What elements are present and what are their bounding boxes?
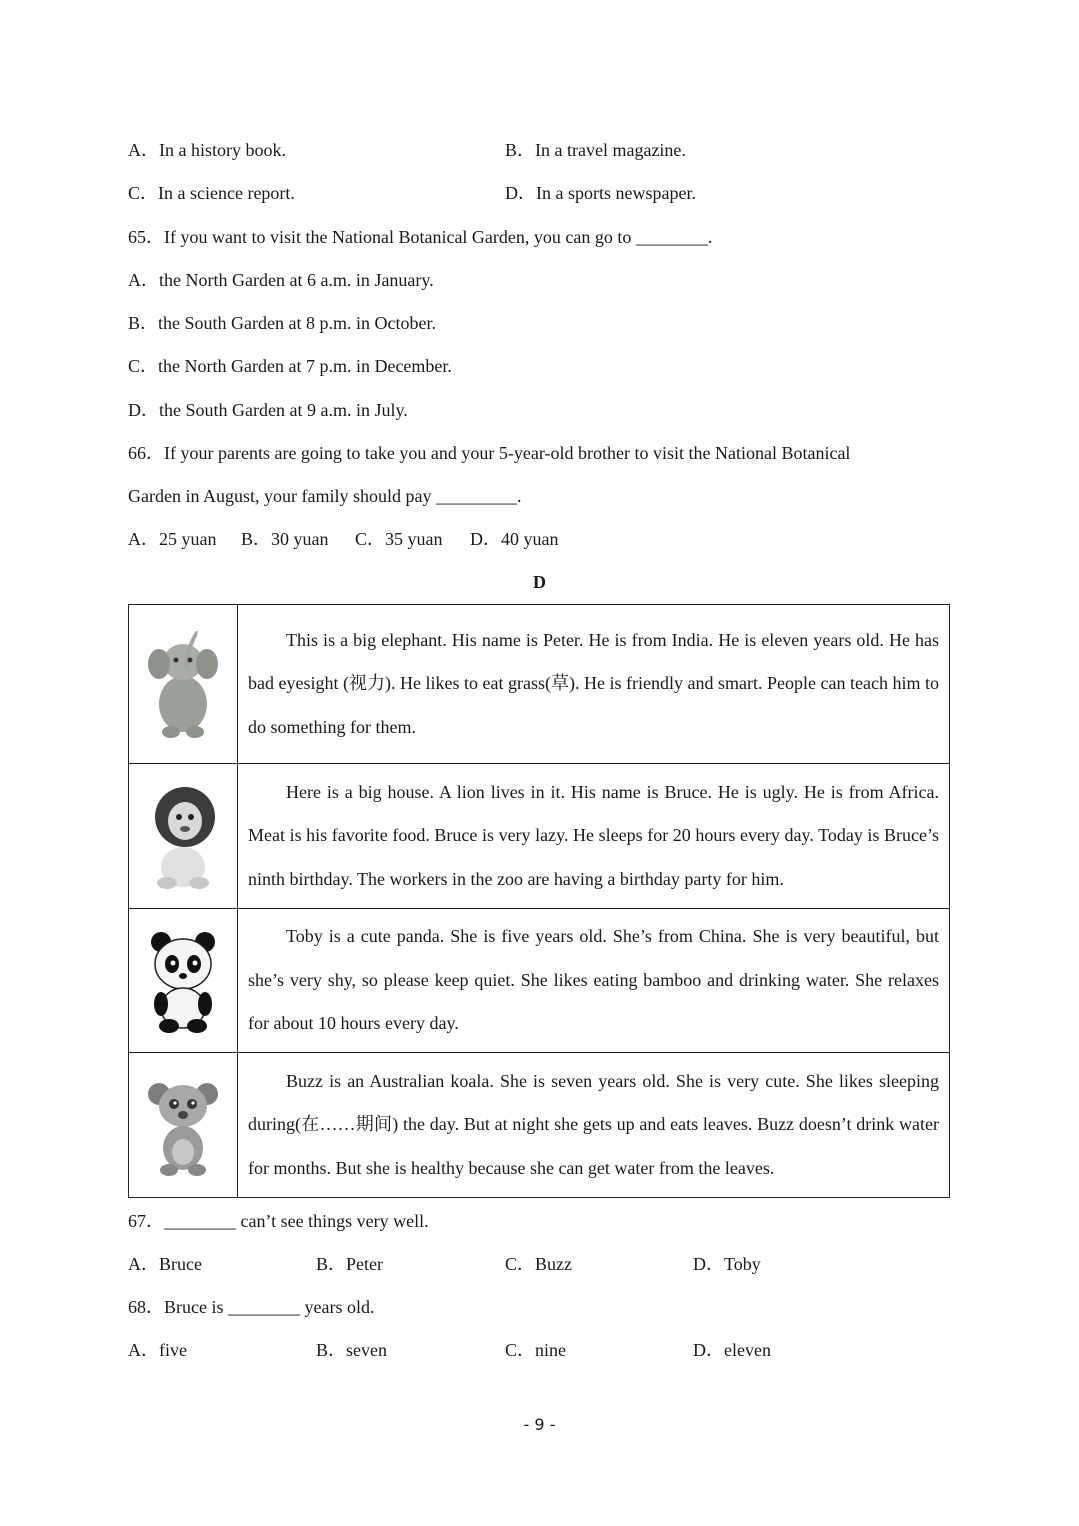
animal-text-lion: Here is a big house. A lion lives in it. His name is Bruce. He is ugly. He is from Africa. Meat is his favorite food. Bruce is very lazy. He sleeps for 20 hours every day. Today is Bruce’s ninth birthday. The workers in the zoo are having a birthday party for him. xyxy=(248,781,939,889)
q66-option-b: B．30 yuan xyxy=(241,529,329,549)
q65-option-a: A．the North Garden at 6 a.m. in January. xyxy=(128,270,434,290)
q66-stem-line1: 66．If your parents are going to take you and your 5-year-old brother to visit the National Botanical xyxy=(128,443,851,463)
q65-stem: 65．If you want to visit the National Botanical Garden, you can go to ________. xyxy=(128,227,713,247)
q68-option-b: B．seven xyxy=(316,1340,387,1360)
q68-option-a: A．five xyxy=(128,1340,187,1360)
koala-icon xyxy=(147,1072,219,1178)
q64-option-d: D．In a sports newspaper. xyxy=(505,183,696,203)
table-cell-text xyxy=(238,764,950,909)
q67-option-b: B．Peter xyxy=(316,1254,383,1274)
table-cell-text xyxy=(238,909,950,1053)
table-cell-image xyxy=(129,1053,238,1198)
animal-text-panda: Toby is a cute panda. She is five years old. She’s from China. She is very beautiful, but she’s very shy, so please keep quiet. She likes eating bamboo and drinking water. She relaxes for about 10 hours every day. xyxy=(248,926,939,1034)
q66-stem-line2: Garden in August, your family should pay _________. xyxy=(128,486,522,506)
panda-icon xyxy=(145,928,221,1034)
section-label: D xyxy=(533,572,546,592)
table-cell-text xyxy=(238,1053,950,1198)
table-cell-text xyxy=(238,605,950,764)
table-row xyxy=(129,909,950,1053)
table-cell-image xyxy=(129,764,238,909)
table-cell-image xyxy=(129,909,238,1053)
animal-text-elephant: This is a big elephant. His name is Peter. He is from India. He is eleven years old. He has bad eyesight (视力). He likes to eat grass(草). He is friendly and smart. People can teach him to do something for them. xyxy=(248,629,939,737)
table-row xyxy=(129,1053,950,1198)
q65-option-b: B．the South Garden at 8 p.m. in October. xyxy=(128,313,436,333)
page-number: - 9 - xyxy=(523,1415,556,1434)
q67-option-c: C．Buzz xyxy=(505,1254,572,1274)
q67-option-a: A．Bruce xyxy=(128,1254,202,1274)
animal-table xyxy=(128,604,950,1198)
q65-option-d: D．the South Garden at 9 a.m. in July. xyxy=(128,400,408,420)
elephant-icon xyxy=(143,624,223,744)
q68-option-d: D．eleven xyxy=(693,1340,771,1360)
q67-stem: 67．________ can’t see things very well. xyxy=(128,1211,429,1231)
table-row xyxy=(129,605,950,764)
q66-option-a: A．25 yuan xyxy=(128,529,217,549)
table-cell-image xyxy=(129,605,238,764)
table-row xyxy=(129,764,950,909)
q64-option-b: B．In a travel magazine. xyxy=(505,140,686,160)
q65-option-c: C．the North Garden at 7 p.m. in December. xyxy=(128,356,452,376)
q64-option-c: C．In a science report. xyxy=(128,183,295,203)
q64-option-a: A．In a history book. xyxy=(128,140,286,160)
q67-option-d: D．Toby xyxy=(693,1254,761,1274)
q68-stem: 68．Bruce is ________ years old. xyxy=(128,1297,375,1317)
q66-option-c: C．35 yuan xyxy=(355,529,443,549)
q66-option-d: D．40 yuan xyxy=(470,529,559,549)
animal-text-koala: Buzz is an Australian koala. She is seven years old. She is very cute. She likes sleeping during(在……期间) the day. But at night she gets up and eats leaves. Buzz doesn’t drink water for months. But she is healthy because she can get water from the leaves. xyxy=(248,1070,939,1178)
q68-option-c: C．nine xyxy=(505,1340,566,1360)
lion-icon xyxy=(143,779,223,894)
